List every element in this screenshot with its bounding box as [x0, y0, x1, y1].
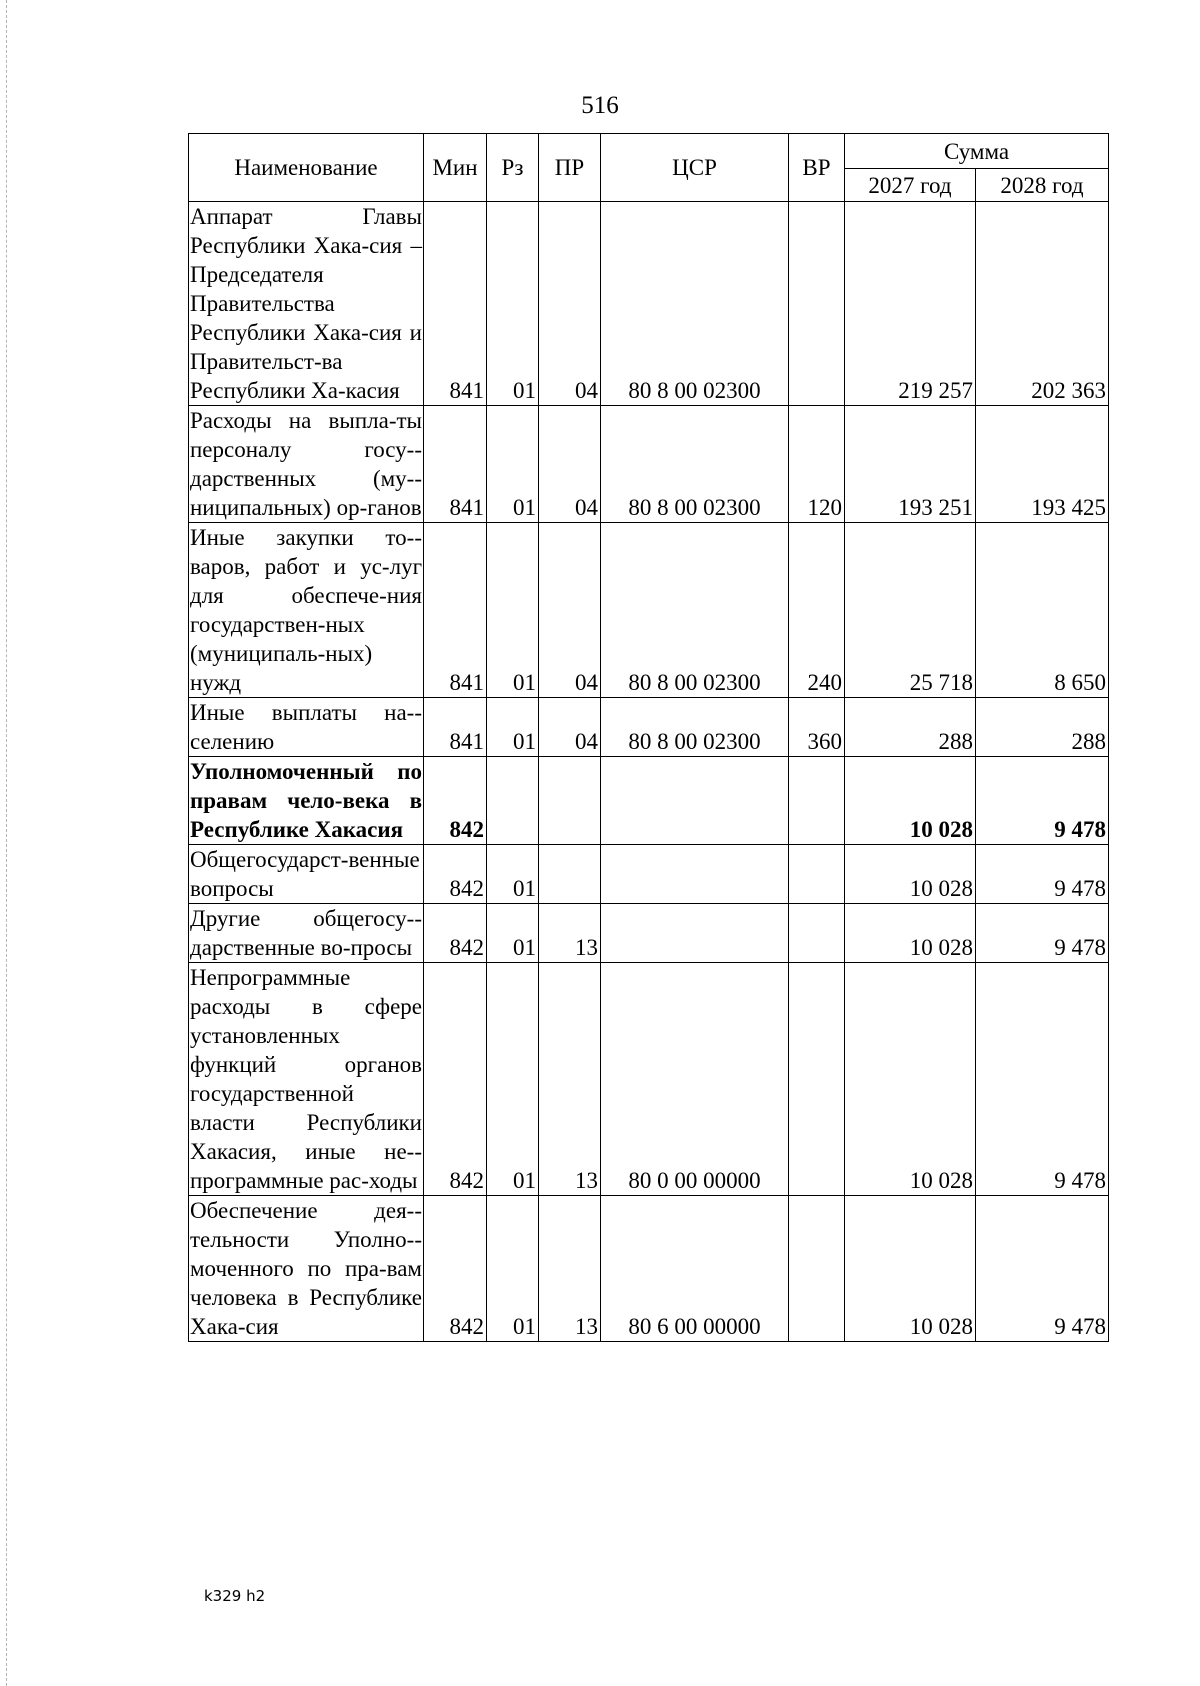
cell-pr: 04 — [539, 698, 601, 757]
cell-rz: 01 — [487, 202, 539, 406]
cell-sum-2027: 288 — [845, 698, 976, 757]
footer-code: k329 h2 — [204, 1587, 266, 1605]
cell-sum-2027: 10 028 — [845, 904, 976, 963]
header-rz: Рз — [487, 134, 539, 202]
cell-csr — [601, 757, 789, 845]
cell-sum-2028: 9 478 — [976, 1196, 1109, 1342]
cell-vr — [789, 845, 845, 904]
cell-min: 841 — [424, 698, 487, 757]
cell-pr: 04 — [539, 202, 601, 406]
table-body — [189, 202, 1109, 1342]
cell-name: Общегосударст-венные вопросы — [189, 845, 424, 904]
cell-min: 842 — [424, 757, 487, 845]
cell-sum-2028: 9 478 — [976, 963, 1109, 1196]
cell-pr: 04 — [539, 523, 601, 698]
cell-min: 842 — [424, 1196, 487, 1342]
cell-vr — [789, 963, 845, 1196]
cell-pr: 13 — [539, 904, 601, 963]
cell-vr — [789, 202, 845, 406]
cell-vr: 360 — [789, 698, 845, 757]
table-row — [189, 523, 1109, 698]
cell-min: 842 — [424, 845, 487, 904]
cell-csr — [601, 845, 789, 904]
cell-pr — [539, 845, 601, 904]
table-row — [189, 845, 1109, 904]
header-min: Мин — [424, 134, 487, 202]
cell-name: Уполномоченный по правам чело-века в Республике Хакасия — [189, 757, 424, 845]
header-year-2027: 2027 год — [845, 169, 976, 202]
cell-name: Иные выплаты на-селению — [189, 698, 424, 757]
table-row — [189, 757, 1109, 845]
cell-vr — [789, 904, 845, 963]
cell-csr — [601, 904, 789, 963]
cell-rz — [487, 757, 539, 845]
header-year-2028: 2028 год — [976, 169, 1109, 202]
cell-rz: 01 — [487, 523, 539, 698]
cell-min: 842 — [424, 963, 487, 1196]
cell-pr: 13 — [539, 963, 601, 1196]
cell-pr: 04 — [539, 406, 601, 523]
table-row — [189, 698, 1109, 757]
cell-name: Непрограммные расходы в сфере установленных функций органов государственной власти Республики Хакасия, иные не-программные рас-ходы — [189, 963, 424, 1196]
cell-sum-2027: 10 028 — [845, 1196, 976, 1342]
cell-pr: 13 — [539, 1196, 601, 1342]
cell-sum-2028: 9 478 — [976, 904, 1109, 963]
cell-pr — [539, 757, 601, 845]
cell-vr — [789, 757, 845, 845]
table-row — [189, 963, 1109, 1196]
table-row — [189, 904, 1109, 963]
cell-vr: 120 — [789, 406, 845, 523]
cell-name: Расходы на выпла-ты персоналу госу-дарственных (му-ниципальных) ор-ганов — [189, 406, 424, 523]
cell-sum-2028: 9 478 — [976, 757, 1109, 845]
page-number: 516 — [581, 92, 619, 119]
cell-csr: 80 8 00 02300 — [601, 202, 789, 406]
cell-csr: 80 8 00 02300 — [601, 523, 789, 698]
cell-sum-2028: 288 — [976, 698, 1109, 757]
table-row — [189, 202, 1109, 406]
cell-sum-2028: 8 650 — [976, 523, 1109, 698]
cell-name: Другие общегосу-дарственные во-просы — [189, 904, 424, 963]
cell-csr: 80 8 00 02300 — [601, 698, 789, 757]
header-sum: Сумма — [845, 134, 1109, 169]
cell-rz: 01 — [487, 406, 539, 523]
cell-min: 842 — [424, 904, 487, 963]
cell-sum-2027: 10 028 — [845, 757, 976, 845]
header-pr: ПР — [539, 134, 601, 202]
cell-rz: 01 — [487, 698, 539, 757]
table-row — [189, 406, 1109, 523]
cell-rz: 01 — [487, 1196, 539, 1342]
cell-name: Аппарат Главы Республики Хака-сия – Председателя Правительства Республики Хака-сия и Правительст-ва Республики Ха-касия — [189, 202, 424, 406]
cell-csr: 80 6 00 00000 — [601, 1196, 789, 1342]
cell-csr: 80 8 00 02300 — [601, 406, 789, 523]
cell-csr: 80 0 00 00000 — [601, 963, 789, 1196]
scan-edge-line — [6, 0, 7, 1686]
header-csr: ЦСР — [601, 134, 789, 202]
cell-min: 841 — [424, 406, 487, 523]
cell-sum-2027: 10 028 — [845, 845, 976, 904]
cell-min: 841 — [424, 202, 487, 406]
cell-sum-2028: 9 478 — [976, 845, 1109, 904]
header-vr: ВР — [789, 134, 845, 202]
cell-vr: 240 — [789, 523, 845, 698]
cell-vr — [789, 1196, 845, 1342]
cell-min: 841 — [424, 523, 487, 698]
cell-rz: 01 — [487, 845, 539, 904]
cell-sum-2027: 25 718 — [845, 523, 976, 698]
cell-rz: 01 — [487, 904, 539, 963]
table-row — [189, 1196, 1109, 1342]
budget-table — [188, 133, 1109, 1342]
cell-name: Обеспечение дея-тельности Уполно-моченного по пра-вам человека в Республике Хака-сия — [189, 1196, 424, 1342]
cell-name: Иные закупки то-варов, работ и ус-луг для обеспече-ния государствен-ных (муниципаль-ных) нужд — [189, 523, 424, 698]
cell-sum-2027: 193 251 — [845, 406, 976, 523]
cell-rz: 01 — [487, 963, 539, 1196]
cell-sum-2028: 193 425 — [976, 406, 1109, 523]
cell-sum-2027: 219 257 — [845, 202, 976, 406]
cell-sum-2027: 10 028 — [845, 963, 976, 1196]
cell-sum-2028: 202 363 — [976, 202, 1109, 406]
header-name: Наименование — [189, 134, 424, 202]
